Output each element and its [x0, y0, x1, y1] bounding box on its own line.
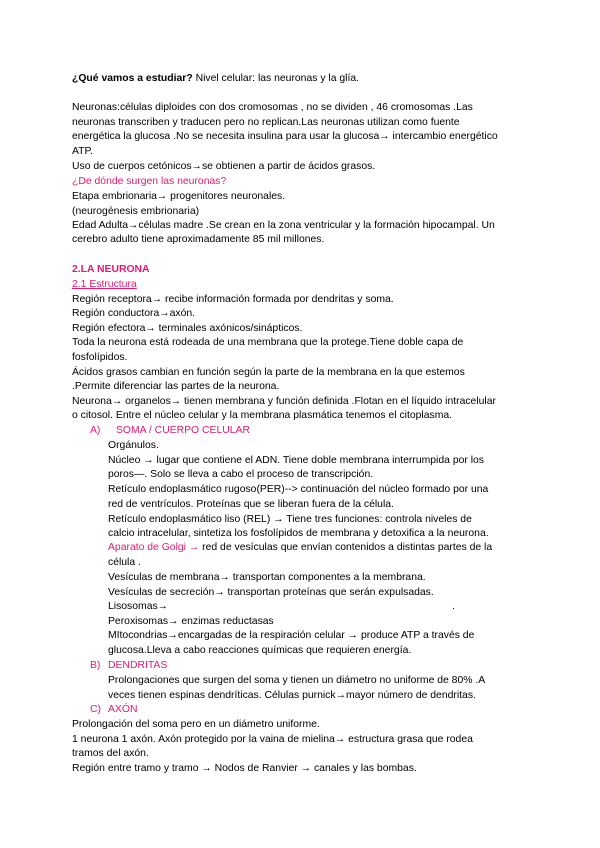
axon-line: Prolongación del soma pero en un diámetro uniforme. [72, 719, 320, 730]
golgi-line [108, 541, 568, 555]
dendritas-line: veces tienen espinas dendríticas. Células purnick→mayor número de dendritas. [108, 690, 476, 701]
section-line: fosfolípidos. [72, 352, 128, 363]
section-line: Ácidos grasos cambian en función según la parte de la membrana en la que estemos [72, 367, 465, 378]
origin-line: cerebro adulto tiene aproximadamente 85 mil millones. [72, 234, 325, 245]
section-title: 2.LA NEURONA [72, 264, 150, 275]
axon-marker: C) [90, 704, 101, 715]
soma-line: calcio intracelular, sintetiza los fosfolípidos de membrana y detoxifica a la neurona. [108, 528, 489, 539]
intro-line: Neuronas:células diploides con dos cromosomas , no se dividen , 46 cromosomas .Las [72, 102, 473, 113]
lisosomas-line [108, 600, 568, 614]
section-line: Región conductora→axón. [72, 308, 196, 319]
intro-line: Uso de cuerpos cetónicos→se obtienen a partir de ácidos grasos. [72, 161, 376, 172]
dendritas-marker: B) [90, 660, 101, 671]
soma-line: Orgánulos. [108, 440, 159, 451]
section-line: Neurona→ organelos→ tienen membrana y función definida .Flotan en el líquido intracelular [72, 396, 496, 407]
soma-marker: A) [90, 425, 101, 436]
axon-title: AXÓN [108, 704, 138, 715]
section-subtitle: 2.1 Estructura [72, 279, 137, 290]
soma-line: poros—. Solo se lleva a cabo el proceso de transcripción. [108, 469, 374, 480]
golgi-rest: red de vesículas que envían contenidos a distintas partes de la [199, 542, 493, 553]
golgi-label: Aparato de Golgi → [108, 542, 200, 553]
soma-line: MItocondrias→encargadas de la respiración celular → produce ATP a través de [108, 630, 475, 641]
axon-line: 1 neurona 1 axón. Axón protegido por la vaina de mielina→ estructura grasa que rodea [72, 734, 473, 745]
soma-line: glucosa.Lleva a cabo reacciones químicas que requieren energía. [108, 645, 412, 656]
axon-line: tramos del axón. [72, 748, 149, 759]
intro-question-line [72, 72, 532, 86]
origin-line: (neurogénesis embrionaria) [72, 206, 200, 217]
dendritas-title: DENDRITAS [108, 660, 168, 671]
section-line: o citosol. Entre el núcleo celular y la membrana plasmática tenemos el citoplasma. [72, 410, 453, 421]
soma-line: Retículo endoplasmático liso (REL) → Tiene tres funciones: controla niveles de [108, 514, 472, 525]
soma-line: Vesículas de membrana→ transportan componentes a la membrana. [108, 572, 426, 583]
soma-line: Vesículas de secreción→ transportan proteínas que serán expulsadas. [108, 587, 434, 598]
origin-question: ¿De dónde surgen las neuronas? [72, 176, 227, 187]
soma-line: red de ventrículos. Proteínas que se liberan fuera de la célula. [108, 499, 394, 510]
axon-line: Región entre tramo y tramo → Nodos de Ranvier → canales y las bombas. [72, 763, 417, 774]
intro-question-rest: Nivel celular: las neuronas y la glía. [192, 73, 360, 84]
section-line: Toda la neurona está rodeada de una membrana que la protege.Tiene doble capa de [72, 337, 464, 348]
soma-title: SOMA / CUERPO CELULAR [116, 425, 250, 436]
section-line: Región efectora→ terminales axónicos/sinápticos. [72, 323, 303, 334]
section-line: Región receptora→ recibe información formada por dendritas y soma. [72, 294, 394, 305]
lisosomas-dot: . [452, 601, 455, 612]
intro-question: ¿Qué vamos a estudiar? [72, 73, 193, 84]
section-line: .Permite diferenciar las partes de la neurona. [72, 381, 280, 392]
intro-line: ATP. [72, 146, 93, 157]
soma-line: Peroxisomas→ enzimas reductasas [108, 616, 274, 627]
golgi-cont: célula . [108, 557, 141, 568]
origin-line: Etapa embrionaria→ progenitores neuronales. [72, 191, 286, 202]
lisosomas-label: Lisosomas→ [108, 601, 169, 612]
intro-line: energética la glucosa .No se necesita insulina para usar la glucosa→ intercambio energético [72, 131, 498, 142]
dendritas-line: Prolongaciones que surgen del soma y tienen un diámetro no uniforme de 80% .A [108, 675, 486, 686]
intro-line: neuronas transcriben y traducen pero no replican.Las neuronas utilizan como fuente [72, 117, 460, 128]
soma-line: Retículo endoplasmático rugoso(PER)--> continuación del núcleo formado por una [108, 484, 489, 495]
origin-line: Edad Adulta→células madre .Se crean en la zona ventricular y la formación hipocampal. Un [72, 220, 495, 231]
soma-line: Núcleo → lugar que contiene el ADN. Tiene doble membrana interrumpida por los [108, 455, 485, 466]
